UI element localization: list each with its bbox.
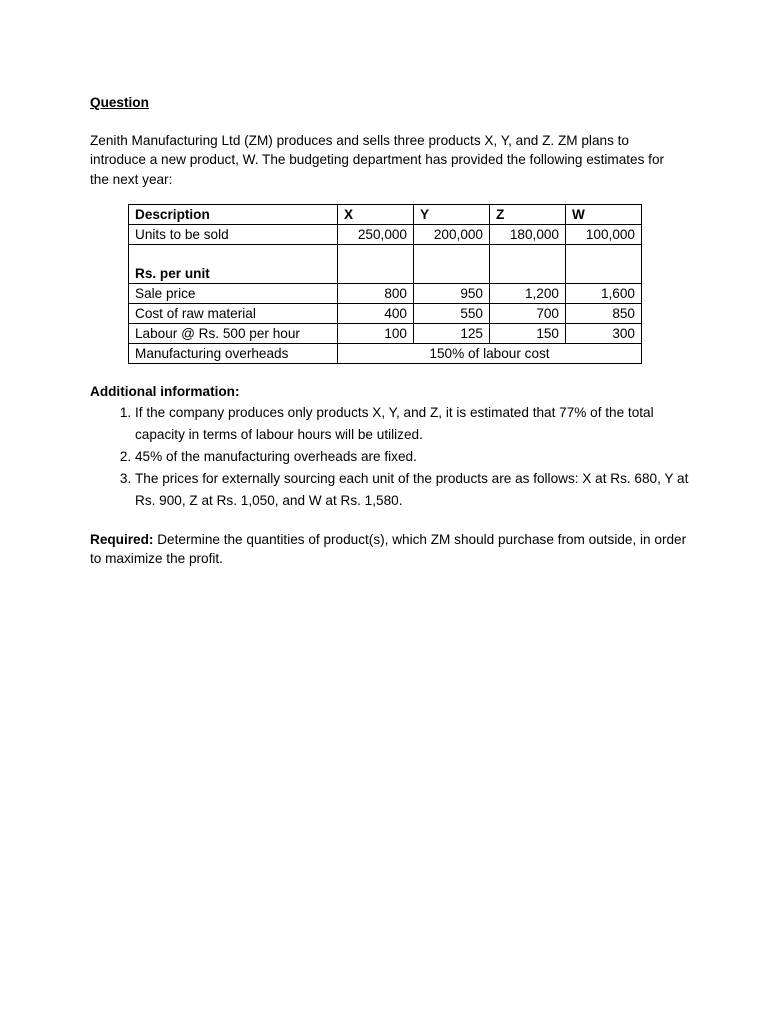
- document-page: [90, 93, 690, 569]
- required-label: Required:: [90, 531, 154, 547]
- additional-list: [90, 402, 690, 512]
- spacer-cell: [490, 245, 566, 265]
- row-label: Labour @ Rs. 500 per hour: [129, 324, 338, 344]
- row-value: 550: [414, 304, 490, 324]
- row-label: Cost of raw material: [129, 304, 338, 324]
- row-value: 100: [338, 324, 414, 344]
- spacer-cell: [129, 245, 338, 265]
- list-item: [135, 402, 690, 446]
- header-z: Z: [490, 205, 566, 225]
- row-value: 700: [490, 304, 566, 324]
- header-x: X: [338, 205, 414, 225]
- row-value: 950: [414, 284, 490, 304]
- additional-information: [90, 382, 690, 512]
- overheads-value: 150% of labour cost: [338, 344, 642, 364]
- header-description: Description: [129, 205, 338, 225]
- required-text: Determine the quantities of product(s), which ZM should purchase from outside, in order to maximize the profit.: [90, 531, 687, 566]
- units-z: 180,000: [490, 225, 566, 245]
- required-paragraph: [90, 530, 690, 569]
- row-label: Sale price: [129, 284, 338, 304]
- table-row: [129, 304, 642, 324]
- list-item-text: 45% of the manufacturing overheads are fixed.: [135, 448, 417, 464]
- units-w: 100,000: [566, 225, 642, 245]
- row-value: 1,600: [566, 284, 642, 304]
- intro-paragraph: Zenith Manufacturing Ltd (ZM) produces and sells three products X, Y, and Z. ZM plans to introduce a new product, W. The budgeting department has provided the following estimates for the next year:: [90, 132, 665, 187]
- units-x: 250,000: [338, 225, 414, 245]
- overheads-label: Manufacturing overheads: [129, 344, 338, 364]
- row-value: 300: [566, 324, 642, 344]
- spacer-cell: [338, 245, 414, 265]
- list-item: [135, 446, 690, 468]
- table-row: [129, 284, 642, 304]
- header-y: Y: [414, 205, 490, 225]
- estimates-table: [128, 204, 642, 364]
- section-empty: [338, 264, 414, 284]
- table-row: [129, 324, 642, 344]
- list-item-text: The prices for externally sourcing each unit of the products are as follows: X at Rs. 680, Y at Rs. 900, Z at Rs. 1,050, and W at Rs. 1,580.: [135, 470, 689, 508]
- row-value: 150: [490, 324, 566, 344]
- units-y: 200,000: [414, 225, 490, 245]
- list-item: [135, 468, 690, 512]
- additional-title: Additional information:: [90, 384, 240, 399]
- row-value: 1,200: [490, 284, 566, 304]
- section-empty: [490, 264, 566, 284]
- question-heading: Question: [90, 95, 149, 110]
- units-label: Units to be sold: [129, 225, 338, 245]
- row-value: 850: [566, 304, 642, 324]
- spacer-cell: [414, 245, 490, 265]
- table-row-units: [129, 225, 642, 245]
- section-empty: [414, 264, 490, 284]
- table-row-spacer: [129, 245, 642, 265]
- table-row-overheads: [129, 344, 642, 364]
- table-row-section: [129, 264, 642, 284]
- section-empty: [566, 264, 642, 284]
- row-value: 800: [338, 284, 414, 304]
- header-w: W: [566, 205, 642, 225]
- spacer-cell: [566, 245, 642, 265]
- row-value: 400: [338, 304, 414, 324]
- list-item-text: If the company produces only products X, Y, and Z, it is estimated that 77% of the total capacity in terms of labour hours will be utilized.: [135, 404, 654, 442]
- section-label: Rs. per unit: [129, 264, 338, 284]
- table-header-row: [129, 205, 642, 225]
- row-value: 125: [414, 324, 490, 344]
